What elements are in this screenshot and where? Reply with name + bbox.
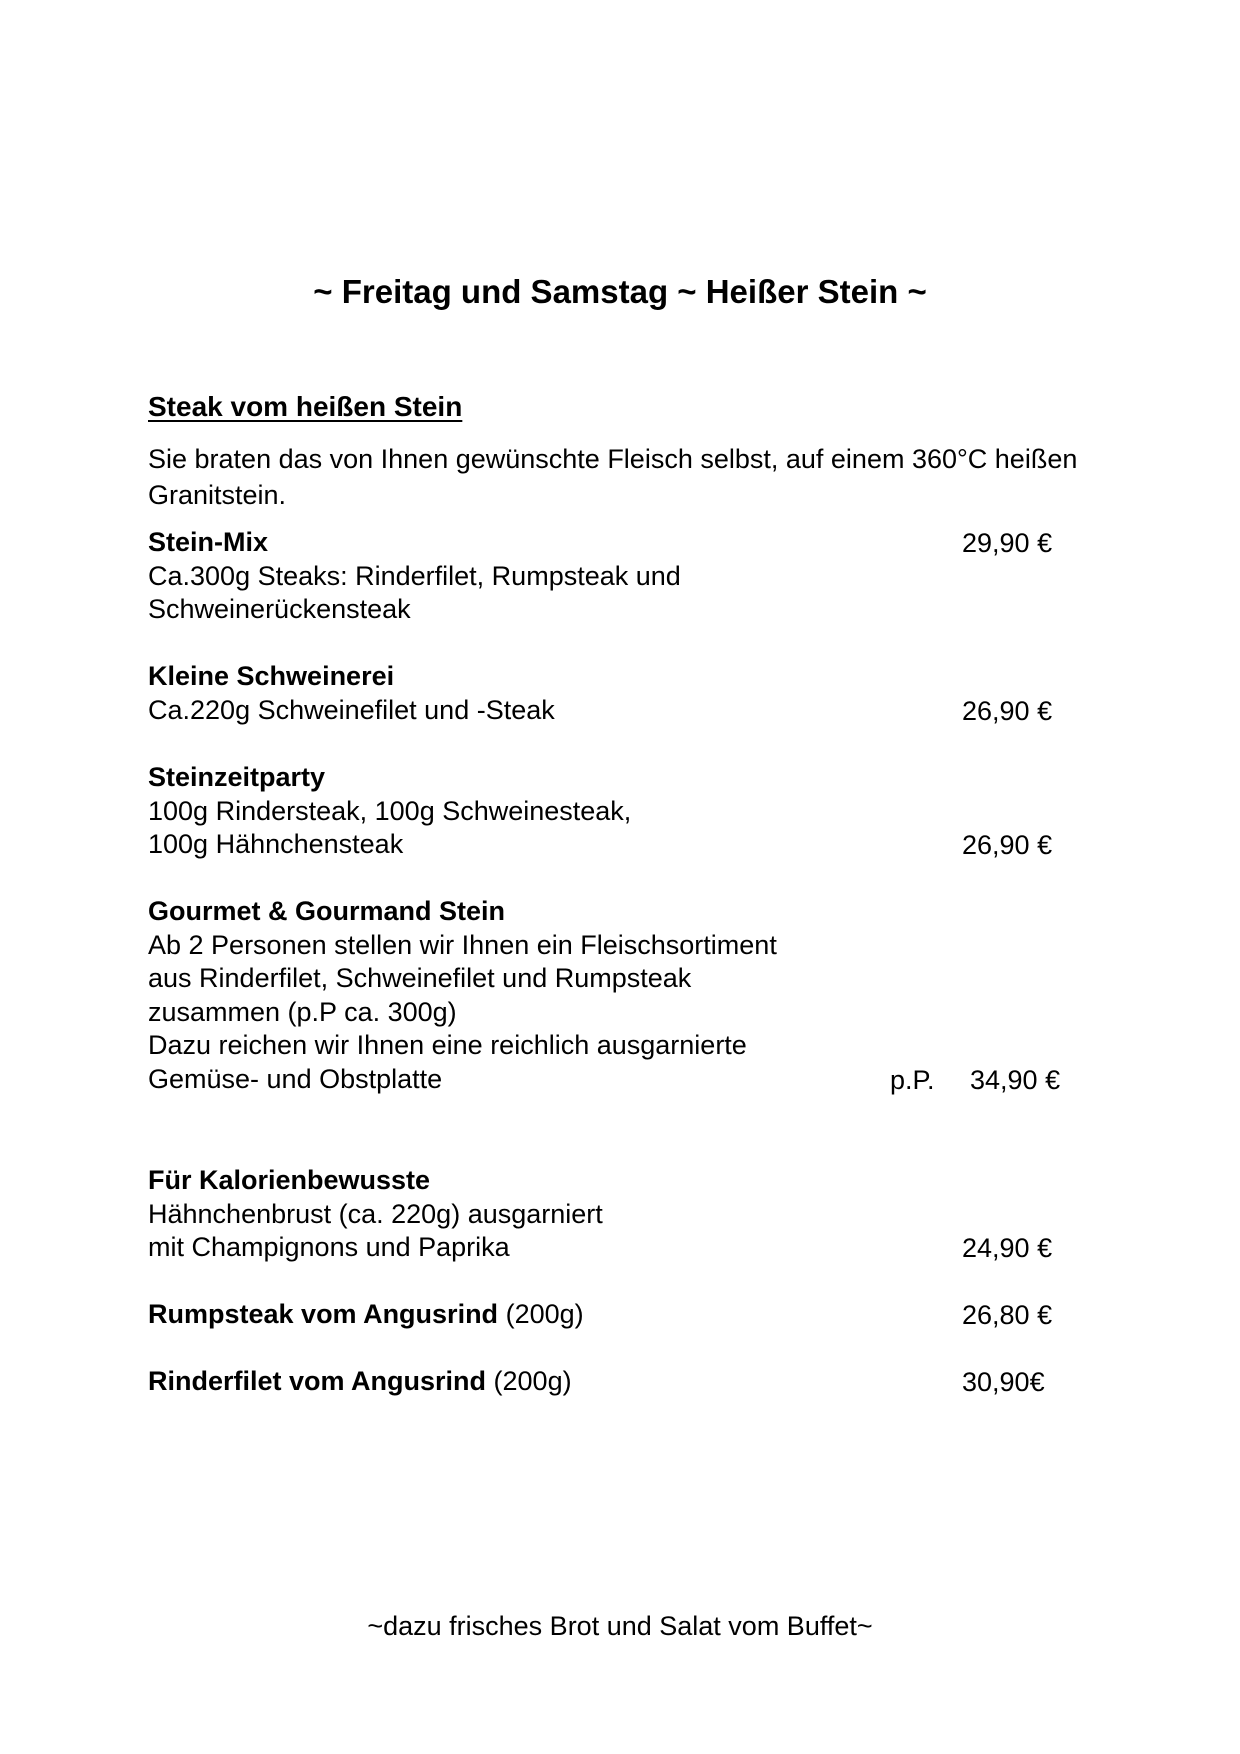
item-row-rinderfilet <box>148 1365 572 1399</box>
item-weight: (200g) <box>493 1366 572 1396</box>
item-price-stein-mix: 29,90 € <box>962 528 1053 558</box>
item-description-line: Schweinerückensteak <box>148 594 411 624</box>
item-description-line: Dazu reichen wir Ihnen eine reichlich ausgarnierte <box>148 1030 747 1060</box>
item-description-line: zusammen (p.P ca. 300g) <box>148 997 457 1027</box>
item-price-rumpsteak: 26,80 € <box>962 1300 1053 1330</box>
item-description-line: mit Champignons und Paprika <box>148 1232 510 1262</box>
item-price-kleine-schweinerei: 26,90 € <box>962 696 1053 726</box>
item-description-line: 100g Rindersteak, 100g Schweinesteak, <box>148 796 632 826</box>
page-title: ~ Freitag und Samstag ~ Heißer Stein ~ <box>313 273 927 310</box>
item-description-line: Ca.220g Schweinefilet und -Steak <box>148 695 555 725</box>
item-weight: (200g) <box>505 1299 584 1329</box>
item-price-fuer-kalorienbewusste: 24,90 € <box>962 1233 1053 1263</box>
item-name-rinderfilet: Rinderfilet vom Angusrind <box>148 1366 487 1396</box>
item-description-line: Hähnchenbrust (ca. 220g) ausgarniert <box>148 1199 603 1229</box>
item-price-steinzeitparty: 26,90 € <box>962 830 1053 860</box>
item-description-line: Ab 2 Personen stellen wir Ihnen ein Fleischsortiment <box>148 930 777 960</box>
item-description-line: aus Rinderfilet, Schweinefilet und Rumpsteak <box>148 963 692 993</box>
section-intro: Sie braten das von Ihnen gewünschte Fleisch selbst, auf einem 360°C heißen Granitstein. <box>148 444 1078 510</box>
item-name-kleine-schweinerei: Kleine Schweinerei <box>148 661 395 691</box>
item-row-rumpsteak <box>148 1298 584 1332</box>
item-price-rinderfilet: 30,90€ <box>962 1367 1045 1397</box>
item-description-line: Gemüse- und Obstplatte <box>148 1064 443 1094</box>
item-price-prefix: p.P. <box>890 1065 935 1095</box>
item-name-stein-mix: Stein-Mix <box>148 527 269 557</box>
item-name-steinzeitparty: Steinzeitparty <box>148 762 326 792</box>
item-name-gourmet-gourmand-stein: Gourmet & Gourmand Stein <box>148 896 506 926</box>
item-name-rumpsteak: Rumpsteak vom Angusrind <box>148 1299 499 1329</box>
item-description-line: 100g Hähnchensteak <box>148 829 404 859</box>
section-heading: Steak vom heißen Stein <box>148 391 463 422</box>
item-name-fuer-kalorienbewusste: Für Kalorienbewusste <box>148 1165 431 1195</box>
footer-note: ~dazu frisches Brot und Salat vom Buffet~ <box>367 1611 873 1641</box>
item-description-line: Ca.300g Steaks: Rinderfilet, Rumpsteak und <box>148 561 681 591</box>
item-price-gourmet-gourmand-stein: 34,90 € <box>970 1065 1061 1095</box>
